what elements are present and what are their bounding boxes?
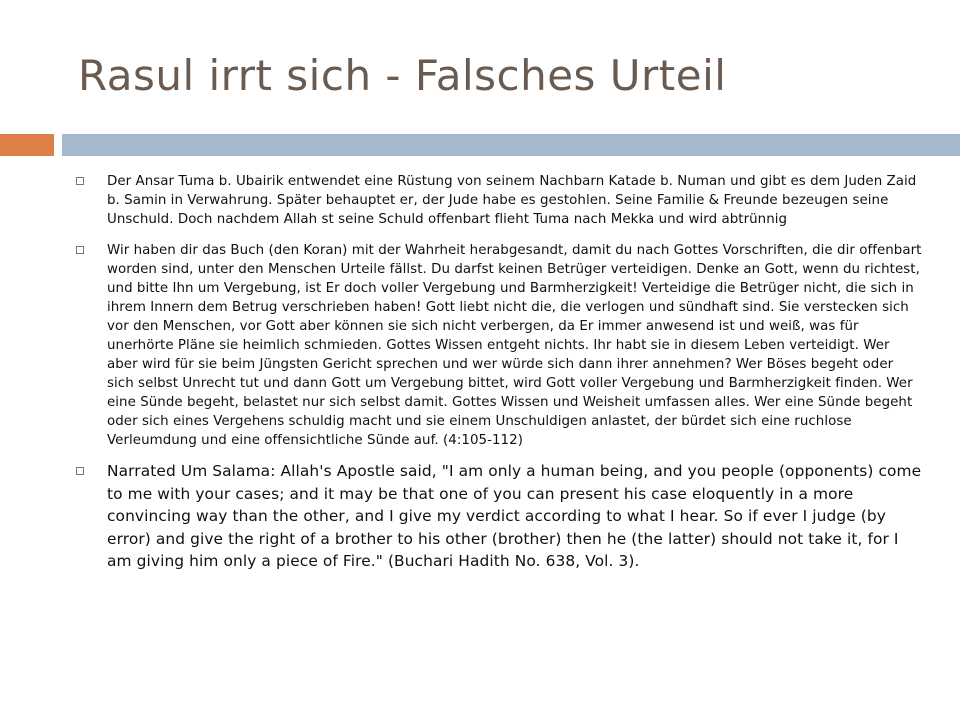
slide-title: Rasul irrt sich - Falsches Urteil — [78, 51, 727, 100]
square-bullet-icon — [76, 467, 84, 475]
bullet-text: Narrated Um Salama: Allah's Apostle said, "I am only a human being, and you people (opponents) come to me with your cases; and it may be that one of you can present his case eloquently in a more convincing way than the other, and I give my verdict according to what I hear. So if ever I judge (by error) and give the right of a brother to his other (brother) then he (the latter) should not take it, for I am giving him only a piece of Fire." (Buchari Hadith No. 638, Vol. 3). — [107, 462, 922, 571]
bullet-text: Wir haben dir das Buch (den Koran) mit der Wahrheit herabgesandt, damit du nach Gottes Vorschriften, die dir offenbart worden sind, unter den Menschen Urteile fällst. Du darfst keinen Betrüger verteidigen. Denke an Gott, wenn du richtest, und bitte Ihn um Vergebung, ist Er doch voller Vergebung und Barmherzigkeit! Verteidige die Betrüger nicht, die sich in ihrem Innern dem Betrug verschrieben haben! Gott liebt nicht die, die verlogen und sündhaft sind. Sie verstecken sich vor den Menschen, vor Gott aber können sie sich nicht verbergen, da Er immer anwesend ist und weiß, was für unerhörte Pläne sie heimlich schmieden. Gottes Wissen entgeht nichts. Ihr habt sie in diesem Leben verteidigt. Wer aber wird für sie beim Jüngsten Gericht sprechen und wer würde sich dann ihrer annehmen? Wer Böses begeht oder sich selbst Unrecht tut und dann Gott um Vergebung bittet, wird Gott voller Vergebung und Barmherzigkeit finden. Wer eine Sünde begeht, belastet nur sich selbst damit. Gottes Wissen und Weisheit umfassen alles. Wer eine Sünde begeht oder sich eines Vergehens schuldig macht und sie einem Unschuldigen anlastet, der bürdet sich eine ruchlose Verleumdung und eine offensichtliche Sünde auf. (4:105-112) — [107, 243, 922, 448]
square-bullet-icon — [76, 177, 84, 185]
list-item — [76, 241, 924, 450]
list-item — [76, 172, 924, 229]
list-item — [76, 460, 924, 573]
accent-bar-right — [62, 134, 960, 156]
square-bullet-icon — [76, 246, 84, 254]
bullet-list — [76, 172, 924, 573]
bullet-text: Der Ansar Tuma b. Ubairik entwendet eine Rüstung von seinem Nachbarn Katade b. Numan und gibt es dem Juden Zaid b. Samin in Verwahrung. Später behauptet er, der Jude habe es gestohlen. Seine Familie & Freunde bezeugen seine Unschuld. Doch nachdem Allah st seine Schuld offenbart flieht Tuma nach Mekka und wird abtrünnig — [107, 174, 917, 227]
accent-bar-left — [0, 134, 54, 156]
